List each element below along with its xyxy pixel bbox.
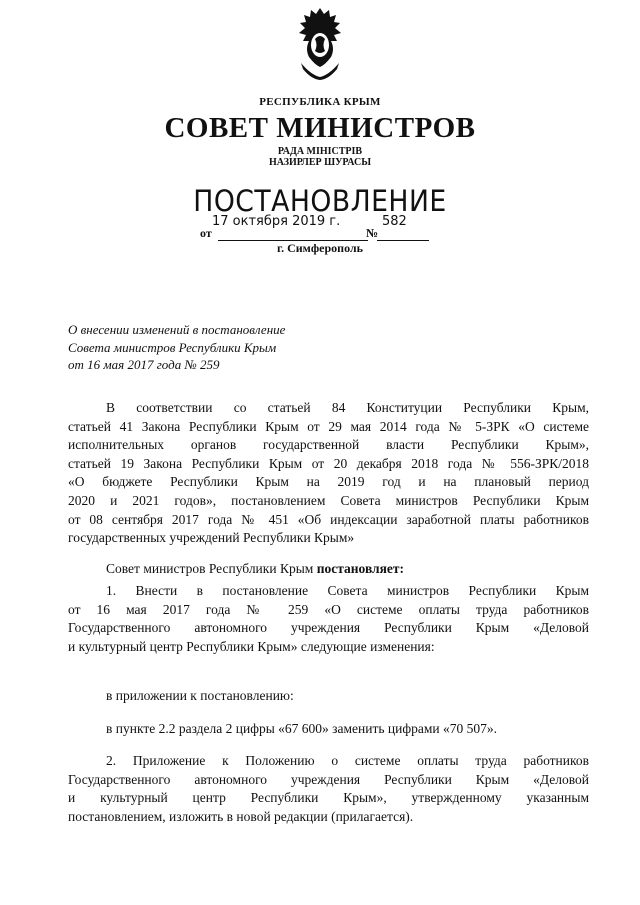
text-line: статьей 19 Закона Республики Крым от 20 декабря 2018 года № 556-ЗРК/2018 <box>68 455 589 471</box>
text-line: «О бюджете Республики Крым на 2019 год и на плановый период <box>68 474 589 490</box>
text-line: Государственного автономного учреждения Республики Крым «Деловой <box>68 620 589 636</box>
text-line: Государственного автономного учреждения Республики Крым «Деловой <box>68 771 589 787</box>
text-line: исполнительных органов государственной власти Республики Крым», <box>68 437 589 453</box>
preamble-paragraph <box>68 399 589 548</box>
date-label: от <box>200 226 212 240</box>
text-line: и культурный центр Республики Крым», утвержденному указанным <box>68 790 589 806</box>
decides-keyword: постановляет: <box>316 561 405 576</box>
decree-number: 582 <box>382 214 407 229</box>
title-line: О внесении изменений в постановление <box>68 322 286 337</box>
title-line: от 16 мая 2017 года № 259 <box>68 357 220 372</box>
text-line: В соответствии со статьей 84 Конституции Республики Крым, <box>106 400 589 415</box>
text-line: постановлением, изложить в новой редакции (прилагается). <box>68 808 414 824</box>
text-line: статьей 41 Закона Республики Крым от 29 мая 2014 года № 5-ЗРК «О системе <box>68 418 589 434</box>
decides-prefix: Совет министров Республики Крым <box>106 561 317 576</box>
text-line: 2020 и 2021 годов», постановлением Совета министров Республики Крым <box>68 492 589 508</box>
council-heading-crimean-tatar: НАЗИРЛЕР ШУРАСЫ <box>268 157 372 168</box>
text-line: в пункте 2.2 раздела 2 цифры «67 600» заменить цифрами «70 507». <box>106 721 497 736</box>
text-line: от 16 мая 2017 года № 259 «О системе оплаты труда работников <box>68 601 589 617</box>
text-line: от 08 сентября 2017 года № 451 «Об индексации заработной платы работников <box>68 511 589 527</box>
text-line: 2. Приложение к Положению о системе оплаты труда работников <box>106 753 589 768</box>
decides-paragraph <box>68 560 589 579</box>
text-line: в приложении к постановлению: <box>106 688 294 703</box>
crimea-coat-of-arms-icon <box>291 5 349 81</box>
text-line: государственных учреждений Республики Крым» <box>68 530 355 546</box>
republic-heading: РЕСПУБЛИКА КРЫМ <box>259 96 381 108</box>
number-label: № <box>366 226 379 240</box>
decree-title <box>68 321 368 374</box>
text-line: 1. Внести в постановление Совета министров Республики Крым <box>106 583 589 598</box>
replace-paragraph <box>68 720 589 739</box>
item-2-paragraph <box>68 752 589 826</box>
document-type-heading: ПОСТАНОВЛЕНИЕ <box>193 184 447 218</box>
title-line: Совета министров Республики Крым <box>68 339 277 355</box>
annex-paragraph <box>68 687 589 706</box>
city-line: г. Симферополь <box>277 241 363 255</box>
text-line: и культурный центр Республики Крым» следующие изменения: <box>68 638 435 654</box>
council-heading-ukrainian: РАДА МІНІСТРІВ <box>277 146 363 157</box>
council-heading: СОВЕТ МИНИСТРОВ <box>164 112 476 144</box>
text-line <box>68 560 589 579</box>
decree-date: 17 октября 2019 г. <box>212 214 341 229</box>
date-number-line <box>0 214 640 244</box>
item-1-paragraph <box>68 582 589 656</box>
